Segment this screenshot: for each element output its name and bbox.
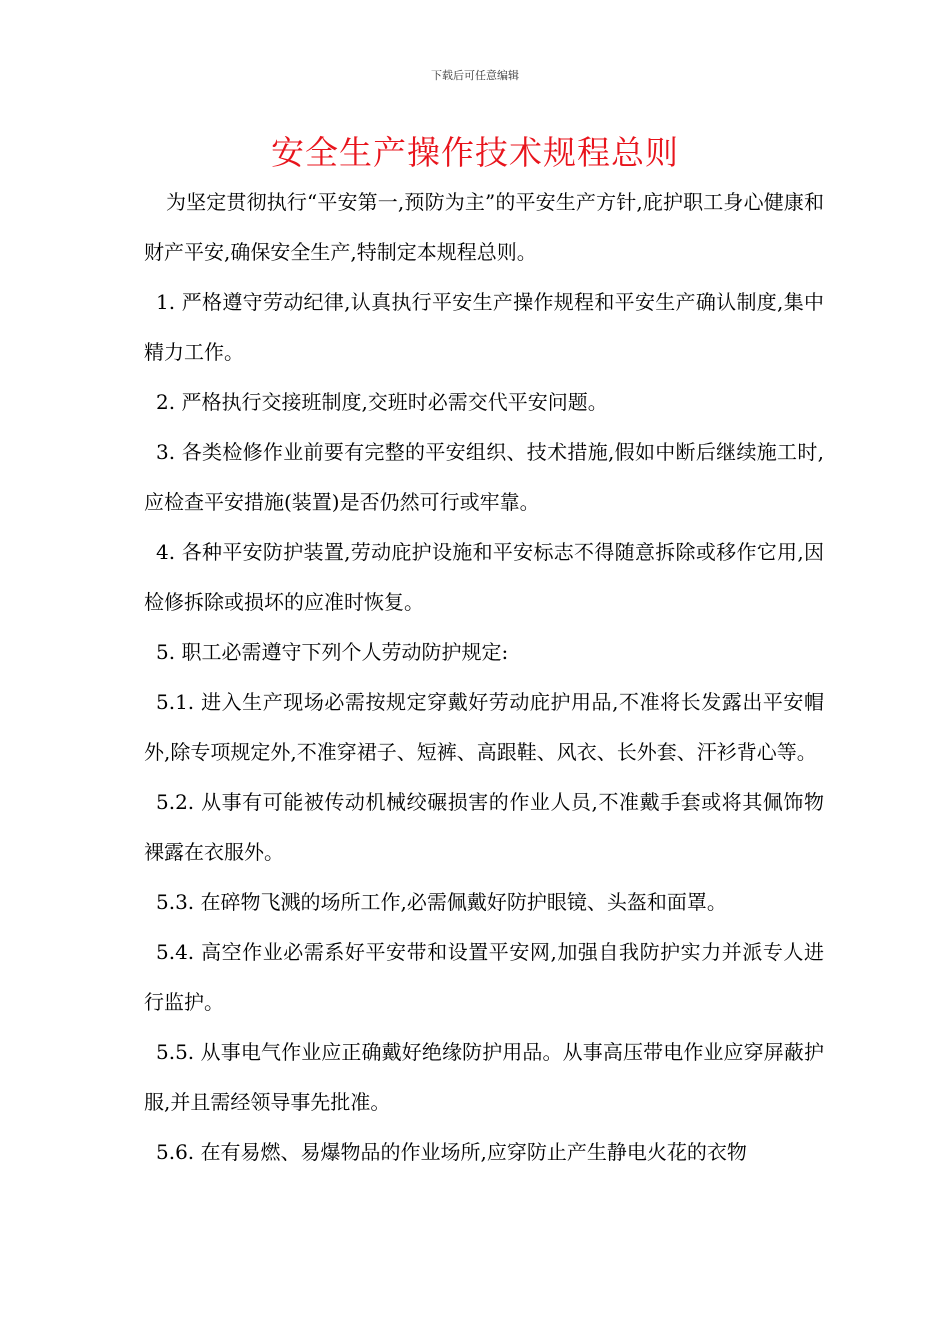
rule-5-5: 5.5. 从事电气作业应正确戴好绝缘防护用品。从事高压带电作业应穿屏蔽护服,并且需经领导事先批准。 bbox=[144, 1040, 824, 1114]
rule-5-2: 5.2. 从事有可能被传动机械绞碾损害的作业人员,不准戴手套或将其佩饰物裸露在衣服外。 bbox=[144, 790, 824, 864]
rule-5-3: 5.3. 在碎物飞溅的场所工作,必需佩戴好防护眼镜、头盔和面罩。 bbox=[156, 890, 727, 914]
rule-5: 5. 职工必需遵守下列个人劳动防护规定: bbox=[156, 640, 509, 664]
document-title: 安全生产操作技术规程总则 bbox=[271, 133, 679, 172]
rule-5-6: 5.6. 在有易燃、易爆物品的作业场所,应穿防止产生静电火花的衣物 bbox=[156, 1140, 747, 1164]
intro-paragraph: 为坚定贯彻执行“平安第一,预防为主”的平安生产方针,庇护职工身心健康和财产平安,确保安全生产,特制定本规程总则。 bbox=[144, 190, 824, 264]
rule-5-4: 5.4. 高空作业必需系好平安带和设置平安网,加强自我防护实力并派专人进行监护。 bbox=[144, 940, 824, 1014]
rule-5-1: 5.1. 进入生产现场必需按规定穿戴好劳动庇护用品,不准将长发露出平安帽外,除专项规定外,不准穿裙子、短裤、高跟鞋、风衣、长外套、汗衫背心等。 bbox=[144, 690, 824, 764]
rule-3: 3. 各类检修作业前要有完整的平安组织、技术措施,假如中断后继续施工时,应检查平安措施(装置)是否仍然可行或牢靠。 bbox=[144, 440, 824, 514]
rule-2: 2. 严格执行交接班制度,交班时必需交代平安问题。 bbox=[156, 390, 608, 414]
document-body bbox=[144, 177, 824, 1177]
header-note: 下载后可任意编辑 bbox=[431, 69, 519, 82]
rule-1: 1. 严格遵守劳动纪律,认真执行平安生产操作规程和平安生产确认制度,集中精力工作。 bbox=[144, 290, 824, 364]
rule-4: 4. 各种平安防护装置,劳动庇护设施和平安标志不得随意拆除或移作它用,因检修拆除或损坏的应准时恢复。 bbox=[144, 540, 824, 614]
